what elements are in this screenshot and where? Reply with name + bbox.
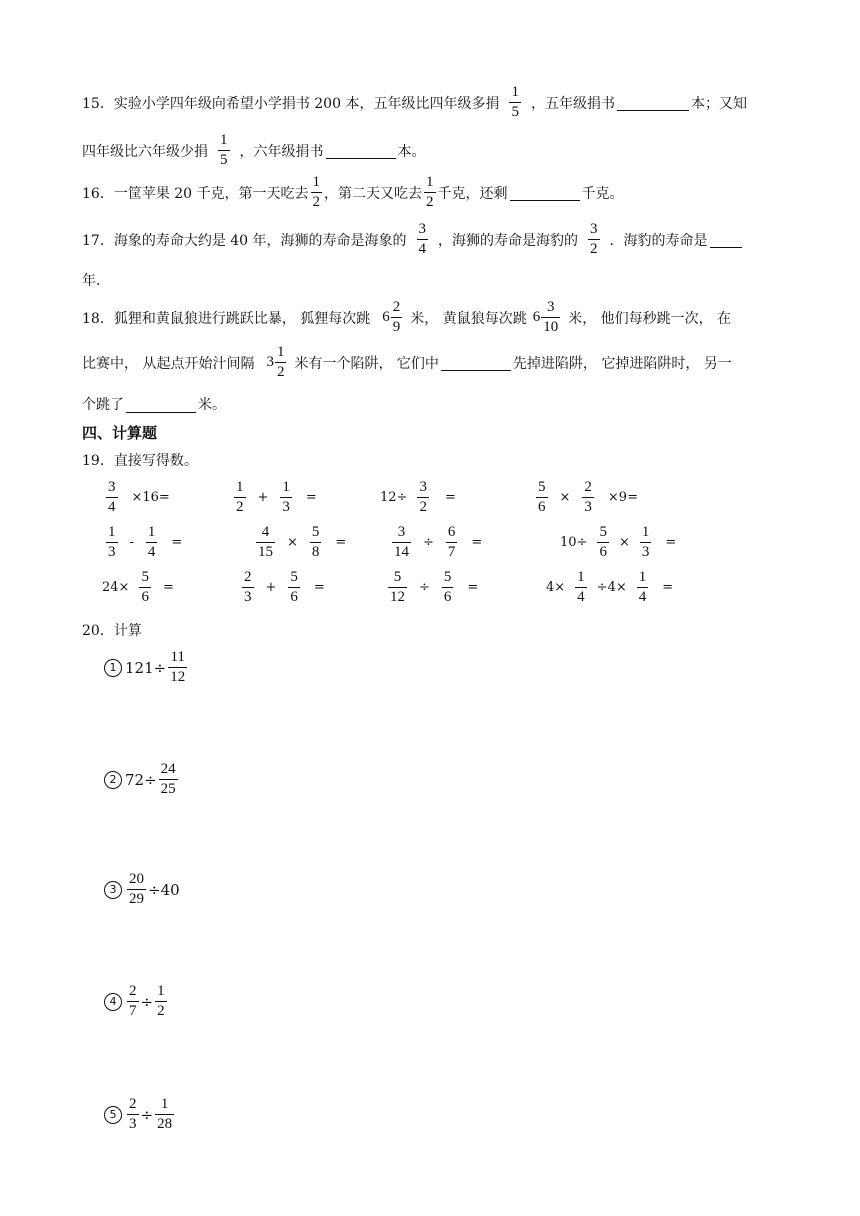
- calc-r3-b: [236, 570, 325, 605]
- q15-text: ，五年级捐书: [530, 95, 615, 112]
- q15-line1: [82, 85, 747, 120]
- operator: ÷: [423, 535, 434, 550]
- fraction: $\frac{5}{6}$: [290, 569, 298, 605]
- mixed-number-whole: 6: [382, 309, 390, 325]
- q16-text: 千克。: [581, 185, 624, 202]
- q15-number: 15．: [82, 95, 114, 112]
- calc-r3-c: [382, 570, 478, 605]
- calc-tail: =: [171, 535, 183, 550]
- calc-suffix: ÷40: [148, 880, 180, 899]
- calc-r2-a: [100, 525, 182, 560]
- circled-number: 1: [104, 659, 122, 677]
- calc-tail: =: [162, 580, 174, 595]
- mixed-number-whole: 3: [266, 354, 274, 370]
- fraction: $\frac{6}{7}$: [447, 524, 456, 560]
- q18-text: 先掉进陷阱， 它掉进陷阱时， 另一: [512, 355, 732, 372]
- fraction: $\frac{5}{6}$: [538, 479, 546, 515]
- q15-text: 本。: [397, 143, 426, 160]
- calc-r1-c: [380, 480, 456, 515]
- fraction: $\frac{2}{3}$: [244, 569, 252, 605]
- q16-text: 千克，还剩: [437, 185, 508, 202]
- calc-tail: =: [313, 580, 325, 595]
- fraction: $\frac{1}{2}$: [157, 983, 165, 1019]
- calc-r3-a: [102, 570, 174, 605]
- answer-blank[interactable]: [510, 184, 580, 201]
- fraction: $\frac{1}{2}$: [426, 174, 434, 210]
- circled-number: 4: [104, 993, 122, 1011]
- q16-line: [82, 175, 624, 210]
- mixed-number-whole: 6: [532, 309, 541, 325]
- q18-text: 个跳了: [82, 397, 124, 413]
- fraction: $\frac{1}{2}$: [236, 479, 244, 515]
- q18-line3: [82, 394, 226, 414]
- q17-text: 年．: [82, 273, 110, 289]
- fraction: $\frac{5}{8}$: [311, 524, 320, 560]
- q18-number: 18．: [82, 310, 114, 327]
- calc-tail: =: [305, 490, 317, 505]
- q16-number: 16．: [82, 185, 114, 202]
- answer-blank[interactable]: [617, 94, 689, 111]
- calc-prefix: 4×: [546, 580, 566, 595]
- fraction: $\frac{11}{12}$: [170, 649, 186, 685]
- answer-blank[interactable]: [710, 231, 742, 248]
- calc-r2-c: [386, 525, 482, 560]
- fraction: $\frac{4}{15}$: [258, 524, 273, 560]
- q20-item-2: [104, 762, 180, 797]
- fraction: $\frac{1}{4}$: [147, 524, 156, 560]
- fraction: $\frac{3}{2}$: [590, 221, 598, 257]
- calc-prefix: 72÷: [125, 770, 157, 789]
- answer-blank[interactable]: [126, 396, 196, 413]
- fraction: $\frac{5}{6}$: [443, 569, 452, 605]
- q16-text: ，第二天又吃去: [324, 185, 423, 202]
- operator: ÷: [140, 992, 154, 1011]
- fraction: $\frac{1}{3}$: [282, 479, 290, 515]
- fraction: $\frac{1}{4}$: [577, 569, 585, 605]
- fraction: $\frac{5}{6}$: [141, 569, 149, 605]
- answer-blank[interactable]: [441, 354, 511, 371]
- fraction: $\frac{3}{4}$: [418, 221, 427, 257]
- q15-text: 本；又知: [690, 95, 747, 112]
- q16-text: 一筐苹果 20 千克，第一天吃去: [113, 185, 309, 202]
- fraction: $\frac{5}{6}$: [599, 524, 607, 560]
- fraction: $\frac{1}{3}$: [641, 524, 650, 560]
- q19-label: [82, 450, 198, 470]
- fraction: $\frac{3}{14}$: [394, 524, 409, 560]
- answer-blank[interactable]: [326, 142, 396, 159]
- q17-line1: [82, 222, 744, 257]
- fraction: $\frac{1}{5}$: [511, 84, 519, 120]
- calc-tail: =: [662, 580, 674, 595]
- operator: ÷4×: [596, 580, 627, 595]
- fraction: $\frac{1}{2}$: [276, 344, 285, 380]
- calc-r1-a: [100, 480, 170, 515]
- calc-r2-b: [250, 525, 346, 560]
- q20-label-text: 20．计算: [82, 623, 142, 639]
- q17-number: 17．: [82, 232, 114, 249]
- calc-r1-b: [228, 480, 317, 515]
- q20-label: [82, 620, 142, 640]
- calc-r3-d: [546, 570, 673, 605]
- calc-tail: =: [665, 535, 677, 550]
- calc-prefix: 24×: [102, 580, 130, 595]
- fraction: $\frac{5}{12}$: [390, 569, 405, 605]
- operator: -: [129, 535, 134, 550]
- q18-text: 米有一个陷阱， 它们中: [294, 355, 439, 372]
- q20-item-3: [104, 872, 180, 907]
- q20-item-4: [104, 984, 169, 1019]
- fraction: $\frac{1}{3}$: [108, 524, 116, 560]
- fraction: $\frac{3}{10}$: [543, 299, 559, 335]
- operator: +: [265, 580, 277, 595]
- operator: ×: [287, 535, 298, 550]
- fraction: $\frac{3}{2}$: [419, 479, 427, 515]
- circled-number: 3: [104, 881, 122, 899]
- operator: ×: [618, 535, 630, 550]
- calc-prefix: 10÷: [560, 535, 588, 550]
- fraction: $\frac{2}{9}$: [392, 299, 401, 335]
- calc-tail: =: [335, 535, 347, 550]
- fraction: $\frac{2}{3}$: [584, 479, 592, 515]
- q17-text: 海象的寿命大约是 40 年，海狮的寿命是海象的: [113, 232, 407, 249]
- q18-text: 狐狸和黄鼠狼进行跳跃比暴， 狐狸每次跳: [113, 310, 371, 327]
- operator: ÷: [140, 1105, 154, 1124]
- section-heading: [82, 422, 157, 443]
- operator: ÷: [419, 580, 430, 595]
- calc-prefix: 12÷: [380, 490, 408, 505]
- q18-text: 米， 他们每秒跳一次， 在: [568, 310, 732, 327]
- fraction: $\frac{3}{4}$: [108, 479, 116, 515]
- q18-text: 米。: [198, 397, 226, 413]
- q17-line2: [82, 270, 110, 290]
- q20-item-5: [104, 1097, 176, 1132]
- calc-tail: ×16=: [131, 490, 170, 505]
- circled-number: 5: [104, 1106, 122, 1124]
- operator: ×: [559, 490, 571, 505]
- q15-text: ，六年级捐书: [239, 143, 324, 160]
- fraction: $\frac{1}{28}$: [157, 1096, 173, 1132]
- q18-line1: [82, 300, 731, 335]
- q19-label-text: 19．直接写得数。: [82, 453, 198, 469]
- q17-text: ，海狮的寿命是海豹的: [438, 232, 579, 249]
- fraction: $\frac{2}{7}$: [129, 983, 137, 1019]
- q18-text: 米， 黄鼠狼每次跳: [410, 310, 527, 327]
- fraction: $\frac{1}{2}$: [312, 174, 321, 210]
- q17-text: ．海豹的寿命是: [609, 232, 708, 249]
- calc-tail: =: [444, 490, 456, 505]
- calc-prefix: 121÷: [125, 658, 167, 677]
- q15-text: 实验小学四年级向希望小学捐书 200 本，五年级比四年级多捐: [113, 95, 500, 112]
- calc-r1-d: [530, 480, 638, 515]
- fraction: $\frac{20}{29}$: [129, 871, 144, 907]
- circled-number: 2: [104, 771, 122, 789]
- fraction: $\frac{2}{3}$: [129, 1096, 137, 1132]
- calc-tail: ×9=: [607, 490, 638, 505]
- q20-item-1: [104, 650, 189, 685]
- calc-tail: =: [471, 535, 483, 550]
- calc-tail: =: [467, 580, 479, 595]
- q15-text: 四年级比六年级少捐: [82, 143, 208, 160]
- q18-text: 比赛中， 从起点开始汁间隔: [82, 355, 255, 372]
- fraction: $\frac{1}{5}$: [220, 132, 228, 168]
- fraction: $\frac{1}{4}$: [638, 569, 647, 605]
- fraction: $\frac{24}{25}$: [160, 761, 176, 797]
- operator: +: [257, 490, 269, 505]
- q18-line2: [82, 345, 732, 380]
- q15-line2: [82, 133, 426, 168]
- section-title: 四、计算题: [82, 424, 158, 442]
- calc-r2-d: [560, 525, 676, 560]
